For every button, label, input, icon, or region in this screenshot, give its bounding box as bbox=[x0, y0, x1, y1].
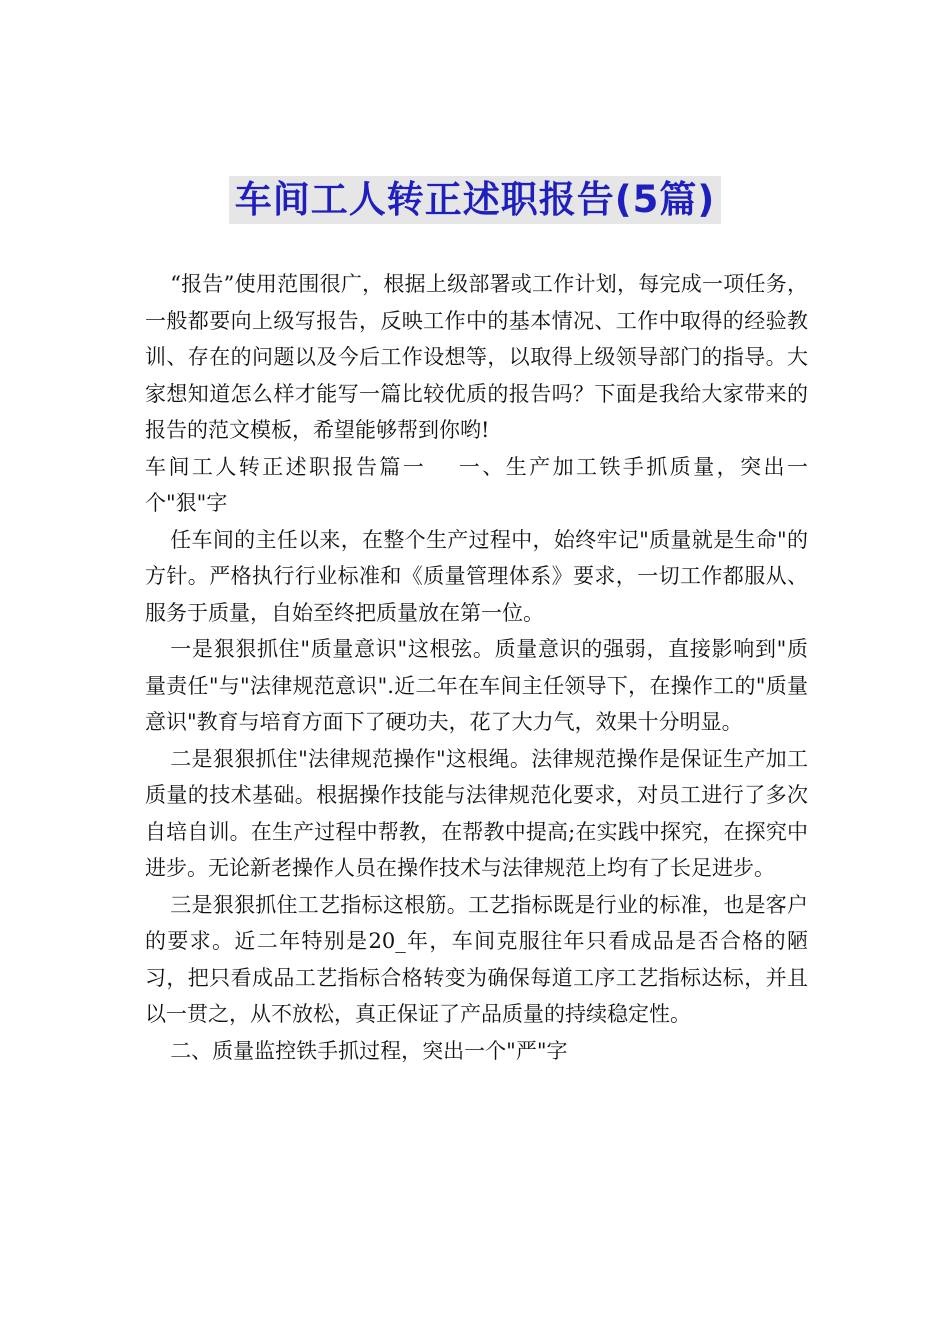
paragraph-process-indicators: 三是狠狠抓住工艺指标这根筋。工艺指标既是行业的标准，也是客户的要求。近二年特别是20_年，车间克服往年只看成品是否合格的陋习，把只看成品工艺指标合格转变为确保每道工序工艺指标达标，并且以一贯之，从不放松，真正保证了产品质量的持续稳定性。 bbox=[145, 892, 808, 1026]
document-title: 车间工人转正述职报告(5篇) bbox=[229, 176, 722, 224]
paragraph-intro: “报告”使用范围很广，根据上级部署或工作计划，每完成一项任务，一般都要向上级写报告，反映工作中的基本情况、工作中取得的经验教训、存在的问题以及今后工作设想等，以取得上级领导部门的指导。大家想知道怎么样才能写一篇比较优质的报告吗？下面是我给大家带来的报告的范文模板，希望能够帮到你哟! bbox=[145, 272, 808, 442]
paragraph-section-two-heading: 二、质量监控铁手抓过程，突出一个"严"字 bbox=[170, 1038, 568, 1063]
paragraph-quality-principle: 任车间的主任以来，在整个生产过程中，始终牢记"质量就是生命"的方针。严格执行行业标准和《质量管理体系》要求，一切工作都服从、服务于质量，自始至终把质量放在第一位。 bbox=[145, 527, 808, 625]
document-body bbox=[145, 266, 808, 1069]
paragraph-standard-operation: 二是狠狠抓住"法律规范操作"这根绳。法律规范操作是保证生产加工质量的技术基础。根据操作技能与法律规范化要求，对员工进行了多次自培自训。在生产过程中帮教，在帮教中提高;在实践中探究，在探究中进步。无论新老操作人员在操作技术与法律规范上均有了长足进步。 bbox=[145, 746, 808, 880]
paragraph-section-one-heading: 车间工人转正述职报告篇一 一、生产加工铁手抓质量，突出一个"狠"字 bbox=[145, 454, 808, 515]
paragraph-quality-awareness: 一是狠狠抓住"质量意识"这根弦。质量意识的强弱，直接影响到"质量责任"与"法律规范意识".近二年在车间主任领导下，在操作工的"质量意识"教育与培育方面下了硬功夫，花了大力气，效果十分明显。 bbox=[145, 637, 808, 734]
title-wrapper bbox=[0, 176, 950, 224]
